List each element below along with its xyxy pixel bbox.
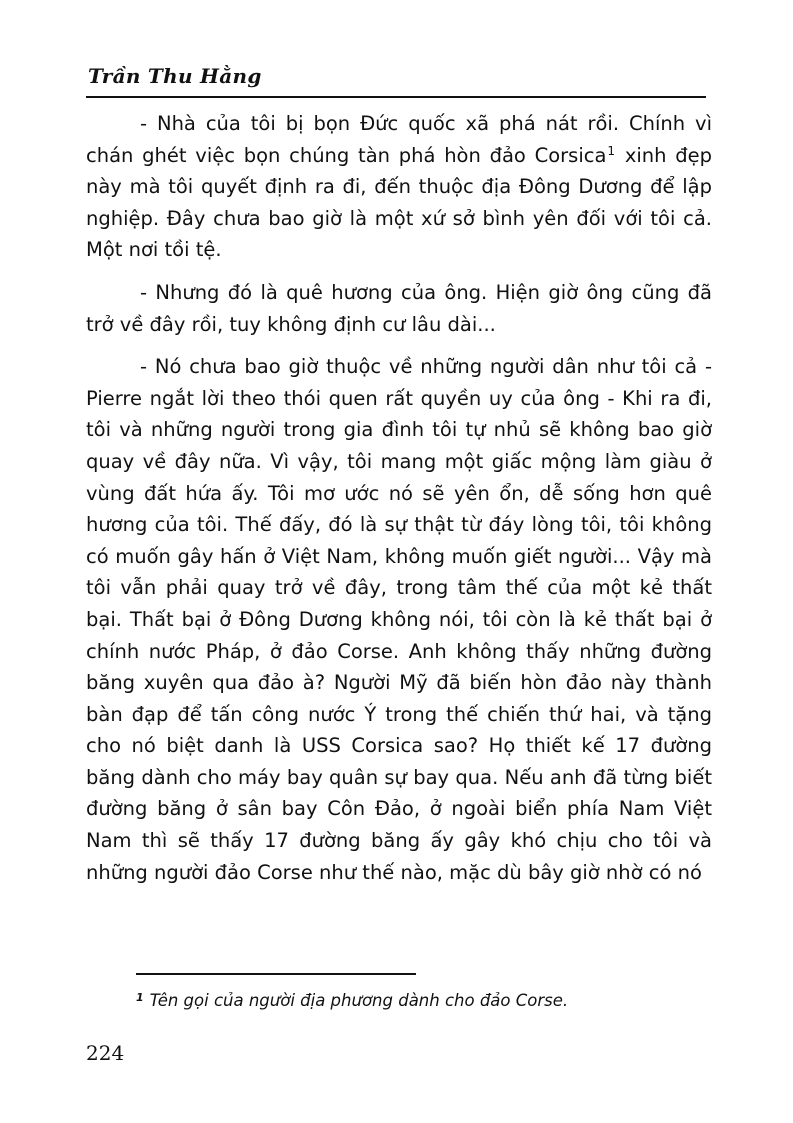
paragraph-1 <box>86 108 712 266</box>
footnote-text: Tên gọi của người địa phương dành cho đảo Corse. <box>149 991 569 1010</box>
footnote-divider <box>136 973 416 975</box>
page-number: 224 <box>86 1041 125 1065</box>
running-header <box>86 60 706 98</box>
paragraph-2: - Nhưng đó là quê hương của ông. Hiện giờ ông cũng đã trở về đây rồi, tuy không định cư lâu dài... <box>86 280 712 336</box>
footnote-number: 1 <box>136 991 144 1004</box>
footnote-reference[interactable]: 1 <box>607 143 616 158</box>
running-header-author: Trần Thu Hằng <box>88 64 262 88</box>
paragraph-3: - Nó chưa bao giờ thuộc về những người dân như tôi cả - Pierre ngắt lời theo thói quen rất quyền uy của ông - Khi ra đi, tôi và những người trong gia đình tôi tự nhủ sẽ không bao giờ quay về đây nữa. Vì vậy, tôi mang một giấc mộng làm giàu ở vùng đất hứa ấy. Tôi mơ ước nó sẽ yên ổn, dễ sống hơn quê hương của tôi. Thế đấy, đó là sự thật từ đáy lòng tôi, tôi không có muốn gây hấn ở Việt Nam, không muốn giết người... Vậy mà tôi vẫn phải quay trở về đây, trong tâm thế của một kẻ thất bại. Thất bại ở Đông Dương không nói, tôi còn là kẻ thất bại ở chính nước Pháp, ở đảo Corse. Anh không thấy những đường băng xuyên qua đảo à? Người Mỹ đã biến hòn đảo này thành bàn đạp để tấn công nước Ý trong thế chiến thứ hai, và tặng cho nó biệt danh là USS Corsica sao? Họ thiết kế 17 đường băng dành cho máy bay quân sự bay qua. Nếu anh đã từng biết đường băng ở sân bay Côn Đảo, ở ngoài biển phía Nam Việt Nam thì sẽ thấy 17 đường băng ấy gây khó chịu cho tôi và những người đảo Corse như thế nào, mặc dù bây giờ nhờ có nó <box>86 355 712 884</box>
footnote <box>136 990 696 1012</box>
paragraph-1-text-end: xinh đẹp này mà tôi quyết định ra đi, đến thuộc địa Đông Dương để lập nghiệp. Đây chưa bao giờ là một xứ sở bình yên đối với tôi cả. Một nơi tồi tệ. <box>86 143 712 262</box>
paragraph-1-text-start: - Nhà của tôi bị bọn Đức quốc xã phá nát rồi. Chính vì chán ghét việc bọn chúng tàn phá hòn đảo Corsica <box>86 112 712 167</box>
body-text <box>86 108 712 888</box>
